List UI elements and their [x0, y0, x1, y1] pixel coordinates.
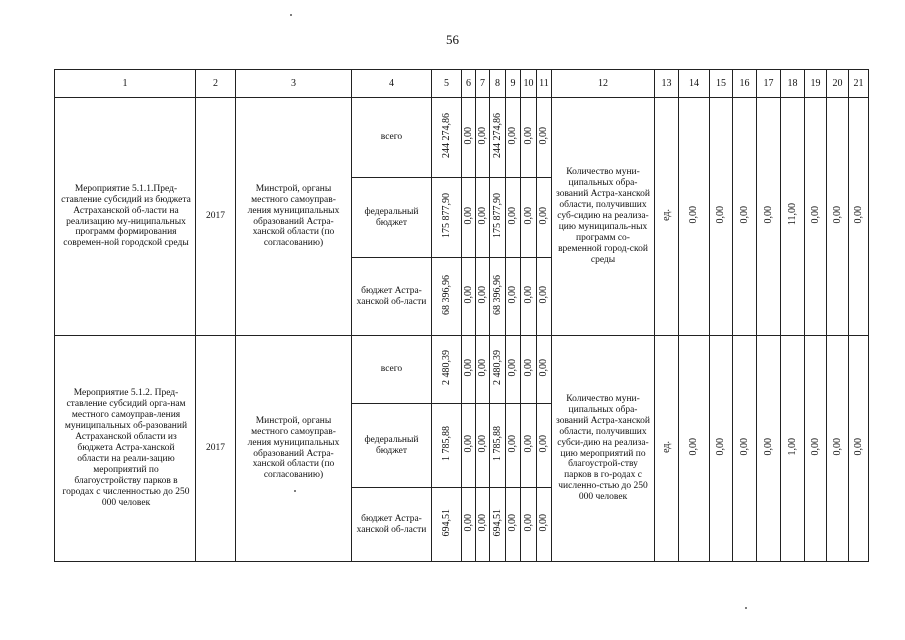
column-header: 12	[552, 70, 655, 98]
amount-cell: 0,00	[462, 513, 474, 532]
amount-total: 694,51	[440, 508, 452, 537]
column-number-row	[55, 70, 869, 98]
column-header: 13	[655, 70, 679, 98]
column-header: 11	[537, 70, 552, 98]
amount-cell: 244 274,86	[491, 113, 503, 159]
amount-cell: 0,00	[476, 434, 488, 453]
amount-cell: 0,00	[538, 206, 550, 225]
amount-cell: 0,00	[522, 285, 534, 304]
page-number: 56	[446, 32, 459, 47]
measure-executor: Минстрой, органы местного самоуправ-ления муниципальных образований Астра-ханской области (по согласованию)	[236, 98, 352, 336]
table-row	[55, 98, 869, 178]
indicator-value: 11,00	[786, 203, 798, 226]
column-header: 9	[506, 70, 521, 98]
amount-cell: 0,00	[538, 126, 550, 145]
funding-source: федеральный бюджет	[352, 404, 432, 488]
funding-source: федеральный бюджет	[352, 178, 432, 258]
amount-cell: 0,00	[507, 206, 519, 225]
column-header: 18	[781, 70, 805, 98]
column-header: 4	[352, 70, 432, 98]
amount-cell: 0,00	[476, 358, 488, 377]
amount-cell: 0,00	[522, 513, 534, 532]
amount-cell: 694,51	[491, 508, 503, 537]
column-header: 1	[55, 70, 196, 98]
indicator-text: Количество муни-ципальных обра-зований Астра-ханской области, получивших суб-сидию на реализа-цию муниципаль-ных программ со-временной город-ской среды	[552, 98, 655, 336]
measure-year: 2017	[196, 98, 236, 336]
column-header: 3	[236, 70, 352, 98]
indicator-value: 0,00	[762, 205, 774, 224]
column-header: 6	[462, 70, 476, 98]
program-table	[54, 69, 869, 562]
measure-description: Мероприятие 5.1.1.Пред-ставление субсидий из бюджета Астраханской об-ласти на реализацию му-ниципальных программ формирования современ-ной городской среды	[55, 98, 196, 336]
indicator-value: 0,00	[688, 205, 700, 224]
amount-total: 175 877,90	[440, 193, 452, 239]
column-header: 5	[432, 70, 462, 98]
column-header: 10	[521, 70, 537, 98]
amount-cell: 0,00	[507, 285, 519, 304]
measure-description: Мероприятие 5.1.2. Пред-ставление субсидий орга-нам местного самоуправ-ления муниципальных об-разований Астраханской области из бюджета Астра-ханской области на реали-зацию мероприятий по благоустройству парков в городах с численностью до 250 000 человек	[55, 336, 196, 562]
scan-speck	[745, 607, 747, 609]
amount-cell: 175 877,90	[491, 193, 503, 239]
amount-cell: 0,00	[507, 358, 519, 377]
column-header: 20	[827, 70, 849, 98]
amount-cell: 0,00	[462, 285, 474, 304]
scan-speck	[290, 14, 292, 16]
indicator-value: 0,00	[852, 205, 864, 224]
funding-source: всего	[352, 336, 432, 404]
column-header: 17	[757, 70, 781, 98]
indicator-value: 0,00	[809, 205, 821, 224]
amount-cell: 0,00	[476, 285, 488, 304]
indicator-value: 0,00	[831, 437, 843, 456]
amount-cell: 0,00	[507, 126, 519, 145]
column-header: 7	[476, 70, 490, 98]
amount-cell: 0,00	[538, 434, 550, 453]
amount-cell: 0,00	[462, 206, 474, 225]
amount-cell: 0,00	[476, 513, 488, 532]
funding-source: всего	[352, 98, 432, 178]
amount-cell: 0,00	[476, 206, 488, 225]
column-header: 19	[805, 70, 827, 98]
amount-cell: 0,00	[522, 126, 534, 145]
indicator-value: 0,00	[688, 437, 700, 456]
funding-source: бюджет Астра-ханской об-ласти	[352, 488, 432, 562]
column-header: 16	[733, 70, 757, 98]
amount-cell: 1 785,88	[491, 426, 503, 462]
column-header: 2	[196, 70, 236, 98]
scan-speck	[294, 490, 296, 492]
amount-cell: 0,00	[507, 513, 519, 532]
column-header: 21	[849, 70, 869, 98]
measure-executor: Минстрой, органы местного самоуправ-ления муниципальных образований Астра-ханской области (по согласованию)	[236, 336, 352, 562]
amount-total: 68 396,96	[440, 274, 452, 315]
indicator-value: 0,00	[852, 437, 864, 456]
indicator-value: 0,00	[762, 437, 774, 456]
amount-cell: 0,00	[507, 434, 519, 453]
amount-cell: 0,00	[462, 434, 474, 453]
indicator-unit: ед.	[660, 208, 672, 221]
measure-year: 2017	[196, 336, 236, 562]
indicator-value: 0,00	[715, 205, 727, 224]
funding-source: бюджет Астра-ханской об-ласти	[352, 258, 432, 336]
table-row	[55, 336, 869, 404]
indicator-value: 0,00	[738, 437, 750, 456]
indicator-value: 0,00	[715, 437, 727, 456]
amount-total: 244 274,86	[440, 113, 452, 159]
amount-cell: 0,00	[538, 358, 550, 377]
amount-cell: 0,00	[538, 285, 550, 304]
amount-cell: 0,00	[462, 126, 474, 145]
amount-cell: 0,00	[522, 358, 534, 377]
amount-total: 2 480,39	[440, 350, 452, 386]
amount-cell: 68 396,96	[491, 274, 503, 315]
amount-cell: 0,00	[522, 434, 534, 453]
amount-total: 1 785,88	[440, 426, 452, 462]
indicator-value: 1,00	[786, 437, 798, 456]
indicator-text: Количество муни-ципальных обра-зований Астра-ханской области, получивших субси-дию на реализа-цию мероприятий по благоустрой-ству парков в го-родах с численно-стью до 250 000 человек	[552, 336, 655, 562]
amount-cell: 0,00	[476, 126, 488, 145]
indicator-value: 0,00	[831, 205, 843, 224]
amount-cell: 0,00	[522, 206, 534, 225]
column-header: 14	[679, 70, 710, 98]
indicator-unit: ед.	[660, 440, 672, 453]
indicator-value: 0,00	[809, 437, 821, 456]
amount-cell: 0,00	[538, 513, 550, 532]
indicator-value: 0,00	[738, 205, 750, 224]
column-header: 8	[490, 70, 506, 98]
column-header: 15	[710, 70, 733, 98]
amount-cell: 0,00	[462, 358, 474, 377]
amount-cell: 2 480,39	[491, 350, 503, 386]
